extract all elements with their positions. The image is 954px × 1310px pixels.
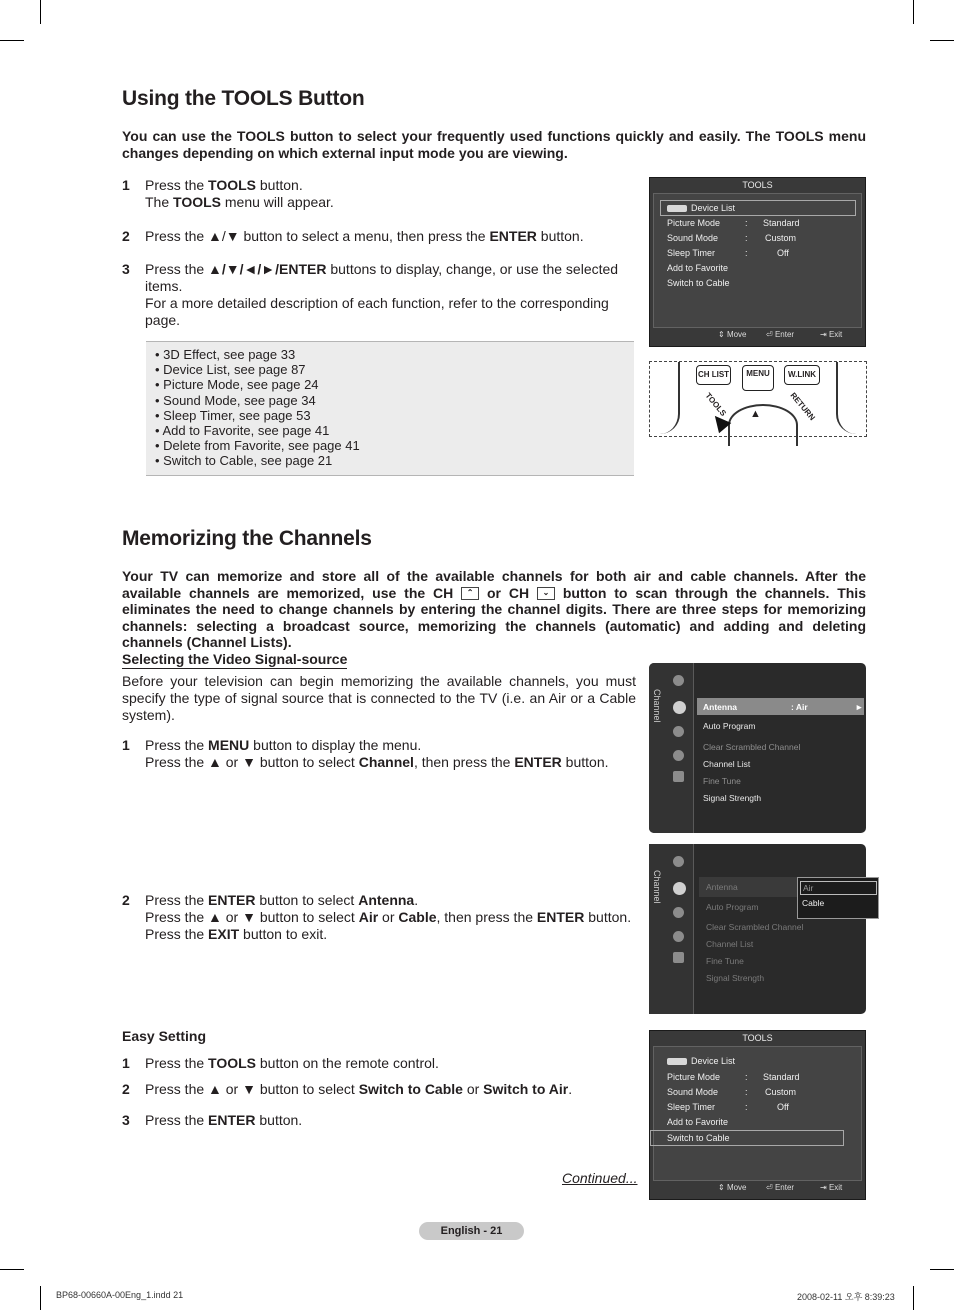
list-item: • Picture Mode, see page 24 — [155, 377, 319, 393]
step-number: 3 — [122, 1112, 130, 1128]
step-number: 1 — [122, 737, 130, 753]
menu-item[interactable]: Signal Strength — [706, 973, 765, 983]
file-slug: BP68-00660A-00Eng_1.indd 21 — [56, 1290, 184, 1300]
channels-intro: Your TV can memorize and store all of the available channels for both air and cable channels. After the available channels are memorized, use the CH ⌃ or CH ⌄ button to scan through the channels. This eliminates the need to change channels by entering the channel digits. There are three steps for memorizing channels: selecting a broadcast source, memorizing the channels (automatic) and adding and deleting channels (Channel Lists). — [122, 568, 866, 650]
step-number: 1 — [122, 177, 130, 193]
return-button-label: RETURN — [788, 390, 817, 423]
up-arrow-icon: ▲ — [750, 408, 761, 420]
tools-intro: You can use the TOOLS button to select your frequently used functions quickly and easily. The TOOLS menu changes depending on which external input mode you are viewing. — [122, 128, 866, 161]
channel-step-2: 2 Press the ENTER button to select Antenna. Press the ▲ or ▼ button to select Air or Cable, then press the ENTER button. Press the EXIT button to exit. — [122, 892, 632, 942]
continued-label: Continued... — [562, 1170, 638, 1186]
menu-item[interactable]: Clear Scrambled Channel — [703, 742, 801, 752]
input-icon — [673, 931, 684, 942]
ch-down-icon: ⌄ — [537, 587, 555, 600]
exit-icon: ⇥ — [820, 1183, 827, 1192]
setup-icon — [673, 726, 684, 737]
popup-option-cable[interactable]: Cable — [802, 898, 825, 908]
page-number-badge: English - 21 — [419, 1222, 524, 1240]
menu-item[interactable]: Channel List — [703, 759, 751, 769]
channel-side-label: Channel — [652, 689, 662, 723]
tools-section-title: Using the TOOLS Button — [122, 87, 365, 110]
setup-icon — [673, 907, 684, 918]
channel-side-label: Channel — [652, 870, 662, 904]
tools-menu-screen: TOOLS Device List Picture Mode : Standard Sound Mode : Custom Sleep Timer : Off Add to Favorite Switch to Cable ⇕ Move ⏎ Enter ⇥ Exit — [649, 177, 866, 347]
step-number: 2 — [122, 228, 130, 244]
crop-mark — [930, 1269, 954, 1270]
tools-menu-title: TOOLS — [742, 1033, 773, 1043]
easy-step-3: 3 Press the ENTER button. — [122, 1112, 303, 1128]
picture-icon — [673, 675, 684, 686]
tools-step-1: 1 Press the TOOLS button. The TOOLS menu will appear. — [122, 177, 334, 210]
list-item: • 3D Effect, see page 33 — [155, 347, 296, 362]
crop-mark — [40, 1286, 41, 1310]
channel-icon — [673, 701, 686, 714]
tools-step-3: 3 Press the ▲/▼/◄/►/ENTER buttons to display, change, or use the selected items. For a more detailed description of each function, refer to the corresponding page. — [122, 261, 619, 328]
move-icon: ⇕ — [718, 330, 725, 339]
tools-step-2: 2 Press the ▲/▼ button to select a menu, then press the ENTER button. — [122, 228, 584, 244]
menu-item[interactable]: Channel List — [706, 939, 754, 949]
antenna-item[interactable]: Antenna — [706, 882, 738, 892]
ch-list-button: CH LIST — [696, 365, 731, 385]
application-icon — [673, 771, 684, 782]
right-arrow-icon: ► — [855, 702, 864, 712]
easy-step-2: 2 Press the ▲ or ▼ button to select Switch to Cable or Switch to Air. — [122, 1081, 573, 1097]
list-item: • Delete from Favorite, see page 41 — [155, 438, 360, 454]
list-item: • Sound Mode, see page 34 — [155, 392, 316, 408]
list-item: • Add to Favorite, see page 41 — [155, 423, 330, 439]
date-slug: 2008-02-11 오후 8:39:23 — [797, 1292, 895, 1302]
remote-control-illustration — [649, 361, 867, 437]
antenna-popup — [797, 877, 879, 919]
menu-item[interactable]: Auto Program — [706, 902, 759, 912]
antenna-item[interactable]: Antenna : Air ► — [703, 702, 864, 712]
anynet-logo-icon — [667, 205, 687, 212]
enter-icon: ⏎ — [766, 330, 773, 339]
popup-option-air[interactable]: Air — [800, 881, 877, 895]
enter-icon: ⏎ — [766, 1183, 773, 1192]
channel-menu-screen — [649, 663, 866, 833]
menu-item[interactable]: Fine Tune — [703, 776, 741, 786]
list-item: • Device List, see page 87 — [155, 362, 306, 378]
crop-mark — [40, 0, 41, 24]
menu-item[interactable]: Auto Program — [703, 721, 756, 731]
menu-button: MENU — [742, 365, 774, 391]
menu-item[interactable]: Clear Scrambled Channel — [706, 922, 804, 932]
feature-page-list — [146, 341, 634, 476]
step-number: 3 — [122, 261, 130, 277]
input-icon — [673, 750, 684, 761]
wlink-button: W.LINK — [784, 365, 820, 385]
move-icon: ⇕ — [718, 1183, 725, 1192]
signal-source-paragraph: Before your television can begin memorizing the available channels, you must specify the type of signal source that is connected to the TV (i.e. an Air or a Cable system). — [122, 673, 636, 723]
step-number: 1 — [122, 1055, 130, 1071]
ch-up-icon: ⌃ — [461, 587, 479, 600]
crop-mark — [913, 1286, 914, 1310]
menu-item[interactable]: Signal Strength — [703, 793, 762, 803]
channel-menu-popup-screen — [649, 844, 866, 1014]
list-item: • Switch to Cable, see page 21 — [155, 453, 333, 469]
crop-mark — [0, 40, 24, 41]
list-item: • Sleep Timer, see page 53 — [155, 407, 311, 423]
channel-icon — [673, 882, 686, 895]
channel-step-1: 1 Press the MENU button to display the menu. Press the ▲ or ▼ button to select Channel, then press the ENTER button. — [122, 737, 609, 770]
step-number: 2 — [122, 892, 130, 908]
crop-mark — [913, 0, 914, 24]
tools-menu-screen-easy: TOOLS Device List Picture Mode : Standard Sound Mode : Custom Sleep Timer : Off Add to Favorite Switch to Cable ⇕ Move ⏎ Enter ⇥ Exit — [649, 1030, 866, 1200]
application-icon — [673, 952, 684, 963]
crop-mark — [0, 1269, 24, 1270]
easy-setting-heading: Easy Setting — [122, 1028, 207, 1044]
menu-item[interactable]: Fine Tune — [706, 956, 744, 966]
subheading-video-signal-source: Selecting the Video Signal-source — [122, 651, 348, 667]
crop-mark — [930, 40, 954, 41]
exit-icon: ⇥ — [820, 330, 827, 339]
channels-section-title: Memorizing the Channels — [122, 527, 372, 550]
step-number: 2 — [122, 1081, 130, 1097]
tools-menu-title: TOOLS — [742, 180, 773, 190]
picture-icon — [673, 856, 684, 867]
anynet-logo-icon — [667, 1058, 687, 1065]
easy-step-1: 1 Press the TOOLS button on the remote control. — [122, 1055, 439, 1071]
tools-button-label: TOOLS — [703, 391, 728, 418]
